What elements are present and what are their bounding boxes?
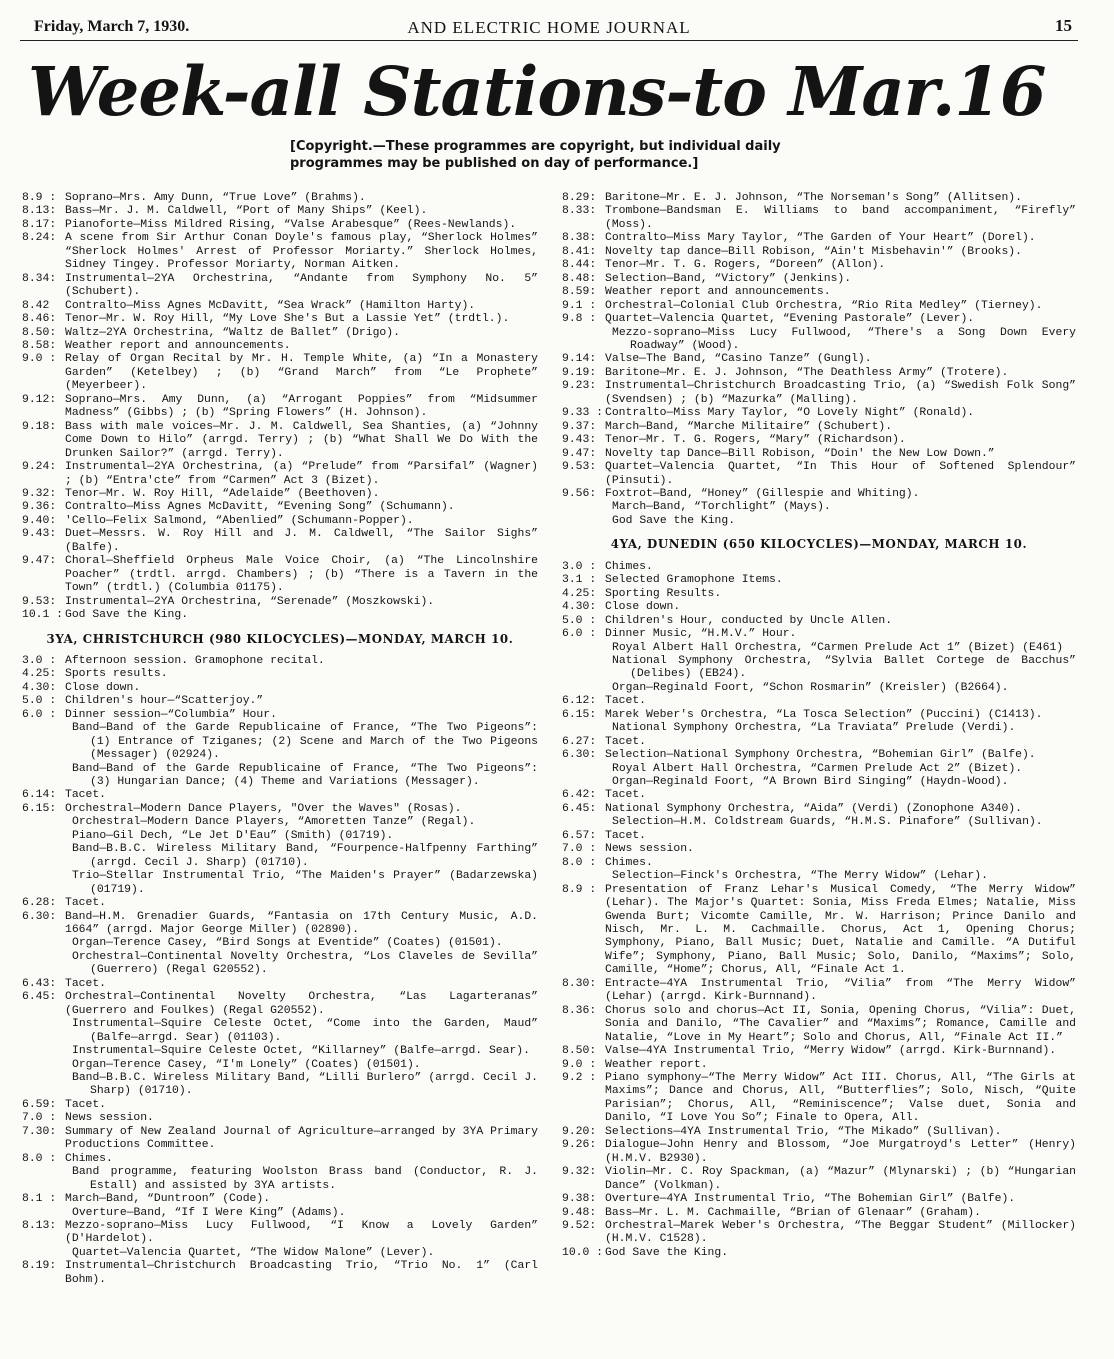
- programme-subentry: Instrumental—Squire Celeste Octet, “Killarney” (Balfe—arrgd. Sear).: [72, 1045, 530, 1058]
- entry-text: Weather report and announcements.: [65, 339, 291, 352]
- entry-time: 9.23:: [562, 380, 597, 393]
- entry-text: Soprano—Mrs. Amy Dunn, (a) “Arrogant Poppies” from “Midsummer Madness” (Gibbs) ; (b) “Spring Flowers” (H. Johnson).: [65, 393, 538, 420]
- entry-time: 6.12:: [562, 695, 597, 708]
- programme-entry: [562, 434, 1076, 447]
- entry-time: 8.30:: [562, 977, 597, 990]
- entry-time: 9.0 :: [22, 353, 57, 366]
- programme-entry: [22, 596, 538, 609]
- entry-time: 6.45:: [22, 991, 57, 1004]
- programme-entry: [562, 1126, 1076, 1139]
- entry-time: 9.53:: [22, 595, 57, 608]
- programme-entry: [22, 515, 538, 528]
- programme-entry: [562, 1139, 1076, 1166]
- programme-subentry: Organ—Terence Casey, “Bird Songs at Eventide” (Coates) (01501).: [72, 937, 503, 950]
- entry-time: 8.1 :: [22, 1193, 57, 1206]
- programme-entry: [562, 246, 1076, 259]
- entry-text: Tacet.: [605, 789, 647, 802]
- entry-time: 4.30:: [22, 681, 57, 694]
- programme-subentry: Band—Band of the Garde Republicaine of France, “The Two Pigeons”: (1) Entrance of Tziganes; (2) Scene and March of the Two Pigeons (Messager) (02924).: [72, 722, 538, 762]
- entry-time: 9.32:: [562, 1166, 597, 1179]
- entry-time: 9.20:: [562, 1125, 597, 1138]
- entry-time: 10.1 :: [22, 609, 64, 622]
- entry-time: 8.46:: [22, 313, 57, 326]
- entry-time: 9.1 :: [562, 299, 597, 312]
- entry-text: News session.: [65, 1112, 154, 1125]
- entry-time: 9.26:: [562, 1139, 597, 1152]
- programme-subentry: Selection—Finck's Orchestra, “The Merry Widow” (Lehar).: [612, 870, 988, 883]
- programme-subentry: Royal Albert Hall Orchestra, “Carmen Prelude Act 2” (Bizet).: [612, 762, 1023, 775]
- programme-entry: [562, 1193, 1076, 1206]
- programme-subentry: Mezzo-soprano—Miss Lucy Fullwood, “There's a Song Down Every Roadway” (Wood).: [612, 326, 1076, 352]
- entry-text: Chorus solo and chorus—Act II, Sonia, Opening Chorus, “Vilia”: Duet, Sonia and Danilo, “The Cavalier” and “Maxims”; Romance, Camille and Natalie, “Love in My Heart”; Solo and Chorus, All, “Finale Act II.”: [605, 1004, 1076, 1044]
- entry-text: Baritone—Mr. E. J. Johnson, “The Deathless Army” (Trotere).: [605, 366, 1009, 379]
- entry-text: Contralto—Miss Mary Taylor, “The Garden of Your Heart” (Dorel).: [605, 232, 1036, 245]
- entry-text: Tacet.: [65, 977, 107, 990]
- programme-subentry: Overture—Band, “If I Were King” (Adams).: [72, 1206, 346, 1219]
- programme-entry: [562, 884, 1076, 978]
- entry-text: Selection—Band, “Victory” (Jenkins).: [605, 272, 852, 285]
- issue-date: Friday, March 7, 1930.: [34, 18, 190, 35]
- journal-title: AND ELECTRIC HOME JOURNAL: [407, 18, 691, 37]
- entry-text: Novelty tap dance—Bill Robison, “Ain't Misbehavin'” (Brooks).: [605, 245, 1022, 258]
- programme-subentry: March—Band, “Torchlight” (Mays).: [612, 501, 831, 514]
- entry-time: 9.36:: [22, 501, 57, 514]
- entry-text: Instrumental—2YA Orchestrina, “Andante from Symphony No. 5” (Schubert).: [65, 272, 538, 299]
- entry-text: Dialogue—John Henry and Blossom, “Joe Murgatroyd's Letter” (Henry) (H.M.V. B2930).: [605, 1139, 1076, 1165]
- entry-time: 9.52:: [562, 1219, 597, 1232]
- programme-subentry: Instrumental—Squire Celeste Octet, “Come into the Garden, Maud” (Balfe—arrgd. Sear) (01103).: [72, 1018, 538, 1044]
- programme-entry: [562, 1059, 1076, 1072]
- entry-time: 6.27:: [562, 735, 597, 748]
- entry-time: 9.8 :: [562, 313, 597, 326]
- entry-text: Close down.: [605, 601, 681, 614]
- entry-text: Novelty tap Dance—Bill Robison, “Doin' the New Low Down.”: [605, 447, 995, 460]
- entry-time: 9.47:: [22, 555, 57, 568]
- entry-text: Children's hour—“Scatterjoy.”: [65, 695, 264, 708]
- entry-time: 6.45:: [562, 802, 597, 815]
- programme-entry: [22, 1112, 538, 1125]
- programme-entry: [562, 232, 1076, 245]
- programme-entry: [562, 789, 1076, 802]
- programme-entry: [562, 695, 1076, 708]
- entry-text: Marek Weber's Orchestra, “La Tosca Selection” (Puccini) (C1413).: [605, 708, 1043, 721]
- entry-time: 8.13:: [22, 205, 57, 218]
- programme-entry: [562, 843, 1076, 856]
- entry-text: Instrumental—2YA Orchestrina, “Serenade” (Moszkowski).: [65, 595, 435, 608]
- programme-subentry: God Save the King.: [612, 514, 736, 527]
- entry-text: Valse—The Band, “Casino Tanze” (Gungl).: [605, 353, 872, 366]
- programme-entry: [22, 394, 538, 421]
- programme-entry: [22, 695, 538, 708]
- programme-entry: [22, 340, 538, 353]
- programme-entry: [562, 628, 1076, 641]
- entry-time: 8.9 :: [22, 192, 57, 204]
- programme-subentry: Piano—Gil Dech, “Le Jet D'Eau” (Smith) (01719).: [72, 829, 394, 842]
- page-title: Week-all Stations-to Mar.16: [28, 52, 1046, 131]
- programme-entry: [22, 709, 538, 722]
- entry-text: Contralto—Miss Agnes McDavitt, “Sea Wrack” (Hamilton Harty).: [65, 299, 476, 312]
- programme-entry: [22, 313, 538, 326]
- entry-text: Instrumental—2YA Orchestrina, (a) “Prelude” from “Parsifal” (Wagner) ; (b) “Entra'cte” from “Carmen” Act 3 (Bizet).: [65, 461, 538, 487]
- entry-text: Tacet.: [65, 789, 107, 802]
- entry-time: 9.40:: [22, 514, 57, 527]
- entry-time: 9.43:: [22, 528, 57, 541]
- programme-entry: [22, 488, 538, 501]
- entry-time: 6.59:: [22, 1098, 57, 1111]
- entry-time: 7.0 :: [22, 1112, 57, 1125]
- programme-entry: [562, 192, 1076, 205]
- entry-time: 3.0 :: [562, 560, 597, 573]
- programme-entry: [22, 1260, 538, 1287]
- programme-entry: [562, 588, 1076, 601]
- entry-time: 8.50:: [22, 326, 57, 339]
- entry-time: 8.58:: [22, 339, 57, 352]
- entry-text: Instrumental—Christchurch Broadcasting Trio, (a) “Swedish Folk Song” (Svendsen) ; (b) “Mazurka” (Malling).: [605, 380, 1076, 406]
- programme-entry: [22, 609, 538, 622]
- entry-time: 6.15:: [562, 708, 597, 721]
- programme-entry: [22, 300, 538, 313]
- programme-entry: [22, 205, 538, 218]
- page-header: [20, 10, 1078, 41]
- entry-text: Weather report and announcements.: [605, 286, 831, 299]
- entry-time: 9.48:: [562, 1206, 597, 1219]
- programme-entry: [562, 736, 1076, 749]
- entry-time: 9.12:: [22, 393, 57, 406]
- entry-text: Baritone—Mr. E. J. Johnson, “The Norseman's Song” (Allitsen).: [605, 192, 1022, 204]
- programme-entry: [22, 421, 538, 461]
- entry-text: Tenor—Mr. W. Roy Hill, “My Love She's But a Lassie Yet” (trdtl.).: [65, 313, 510, 326]
- entry-text: Afternoon session. Gramophone recital.: [65, 654, 325, 667]
- programme-entry: [22, 353, 538, 393]
- entry-time: 3.0 :: [22, 654, 57, 667]
- programme-entry: [562, 205, 1076, 232]
- entry-text: Relay of Organ Recital by Mr. H. Temple White, (a) “In a Monastery Garden” (Ketelbey) ; (b) “Grand March” from “Le Prophete” (Meyerbeer).: [65, 353, 538, 393]
- programme-entry: [22, 1193, 538, 1206]
- entry-time: 8.34:: [22, 272, 57, 285]
- programme-subentry: Band—B.B.C. Wireless Military Band, “Lilli Burlero” (arrgd. Cecil J. Sharp) (01710).: [72, 1072, 538, 1098]
- entry-text: Chimes.: [65, 1152, 113, 1165]
- programme-entry: [562, 1207, 1076, 1220]
- entry-time: 9.37:: [562, 420, 597, 433]
- entry-text: 'Cello—Felix Salmond, “Abenlied” (Schumann-Popper).: [65, 514, 414, 527]
- entry-text: Valse—4YA Instrumental Trio, “Merry Widow” (arrgd. Kirk-Burnnand).: [605, 1045, 1057, 1058]
- entry-text: Tacet.: [605, 695, 647, 708]
- programme-subentry: Band—B.B.C. Wireless Military Band, “Fourpence-Halfpenny Farthing” (arrgd. Cecil J. Sharp) (01710).: [72, 843, 538, 869]
- programme-entry: [562, 286, 1076, 299]
- entry-time: 9.18:: [22, 420, 57, 433]
- entry-time: 9.56:: [562, 487, 597, 500]
- entry-text: Contralto—Miss Mary Taylor, “O Lovely Night” (Ronald).: [605, 407, 975, 420]
- programme-entry: [562, 1045, 1076, 1058]
- programme-entry: [22, 232, 538, 272]
- entry-time: 9.19:: [562, 366, 597, 379]
- programme-subentry: Band—Band of the Garde Republicaine of France, “The Two Pigeons”: (3) Hungarian Dance; (4) Theme and Variations (Messager).: [72, 762, 538, 789]
- entry-text: Duet—Messrs. W. Roy Hill and J. M. Caldwell, “The Sailor Sighs” (Balfe).: [65, 528, 538, 554]
- entry-time: 8.42: [22, 299, 50, 312]
- entry-text: Band—H.M. Grenadier Guards, “Fantasia on 17th Century Music, A.D. 1664” (arrgd. Major George Miller) (02890).: [65, 910, 538, 937]
- entry-text: Tacet.: [65, 897, 107, 910]
- entry-time: 8.38:: [562, 232, 597, 245]
- entry-text: Selected Gramophone Items.: [605, 574, 783, 587]
- programme-subentry: Trio—Stellar Instrumental Trio, “The Maiden's Prayer” (Badarzewska) (01719).: [72, 870, 538, 896]
- entry-text: Entracte—4YA Instrumental Trio, “Vilia” from “The Merry Widow” (Lehar) (arrgd. Kirk-Burnnand).: [605, 977, 1076, 1004]
- entry-text: Piano symphony—“The Merry Widow” Act III. Chorus, All, “The Girls at Maxims”; Dance and Chorus, All, “Butterflies”; Solo, Nisch, “Quite Parisian”; Chorus, All, “Reminiscence”; Valse duet, Sonia and Danilo, “I Love You So”; Finale to Opera, All.: [605, 1072, 1076, 1125]
- entry-time: 6.42:: [562, 789, 597, 802]
- programme-entry: [562, 574, 1076, 587]
- programme-entry: [562, 830, 1076, 843]
- entry-text: Tenor—Mr. T. G. Rogers, “Doreen” (Allon).: [605, 259, 886, 272]
- programme-entry: [562, 421, 1076, 434]
- programme-entry: [562, 353, 1076, 366]
- programme-entry: [22, 1220, 538, 1247]
- entry-time: 6.0 :: [562, 628, 597, 641]
- entry-time: 7.0 :: [562, 843, 597, 856]
- entry-text: Tacet.: [65, 1098, 107, 1111]
- entry-text: Orchestral—Continental Novelty Orchestra, “Las Lagarteranas” (Guerrero and Foulkes) (Regal G20552).: [65, 991, 538, 1017]
- entry-time: 6.43:: [22, 977, 57, 990]
- programme-subentry: Selection—H.M. Coldstream Guards, “H.M.S. Pinafore” (Sullivan).: [612, 816, 1043, 829]
- programme-entry: [562, 857, 1076, 870]
- entry-text: Children's Hour, conducted by Uncle Allen.: [605, 614, 893, 627]
- programme-entry: [22, 978, 538, 991]
- entry-text: Pianoforte—Miss Mildred Rising, “Valse Arabesque” (Rees-Newlands).: [65, 218, 517, 231]
- programme-entry: [562, 709, 1076, 722]
- entry-text: Overture—4YA Instrumental Trio, “The Bohemian Girl” (Balfe).: [605, 1193, 1016, 1206]
- entry-text: Dinner Music, “H.M.V.” Hour.: [605, 628, 797, 641]
- entry-time: 6.30:: [562, 749, 597, 762]
- entry-time: 6.30:: [22, 910, 57, 923]
- programme-entry: [562, 978, 1076, 1005]
- programme-subentry: Organ—Terence Casey, “I'm Lonely” (Coates) (01501).: [72, 1058, 421, 1071]
- entry-time: 9.2 :: [562, 1072, 597, 1084]
- entry-text: Tenor—Mr. W. Roy Hill, “Adelaide” (Beethoven).: [65, 487, 380, 500]
- entry-text: Waltz—2YA Orchestrina, “Waltz de Ballet” (Drigo).: [65, 326, 400, 339]
- entry-time: 6.57:: [562, 829, 597, 842]
- entry-text: Dinner session—“Columbia” Hour.: [65, 708, 277, 721]
- entry-time: 9.53:: [562, 461, 597, 474]
- entry-time: 8.59:: [562, 286, 597, 299]
- programme-entry: [562, 300, 1076, 313]
- entry-text: Trombone—Bandsman E. Williams to band accompaniment, “Firefly” (Moss).: [605, 205, 1076, 231]
- entry-time: 9.33 :: [562, 407, 604, 420]
- entry-time: 3.1 :: [562, 574, 597, 587]
- entry-text: Mezzo-soprano—Miss Lucy Fullwood, “I Know a Lovely Garden” (D'Hardelot).: [65, 1219, 538, 1246]
- programme-entry: [562, 1005, 1076, 1045]
- programme-entry: [22, 911, 538, 938]
- entry-text: Sporting Results.: [605, 587, 722, 600]
- programme-subentry: Organ—Reginald Foort, “Schon Rosmarin” (Kreisler) (B2664).: [612, 681, 1009, 694]
- entry-text: Tacet.: [605, 829, 647, 842]
- programme-entry: [562, 1166, 1076, 1193]
- copyright-notice: [Copyright.—These programmes are copyright, but individual daily programmes may be published on day of performance.]: [290, 139, 781, 171]
- entry-time: 8.17:: [22, 218, 57, 231]
- entry-text: Quartet—Valencia Quartet, “Evening Pastorale” (Lever).: [605, 313, 975, 326]
- entry-time: 8.9 :: [562, 883, 597, 896]
- entry-text: Tacet.: [605, 735, 647, 748]
- entry-time: 4.25:: [22, 668, 57, 681]
- entry-text: God Save the King.: [605, 1246, 729, 1259]
- programme-subentry: National Symphony Orchestra, “La Traviata” Prelude (Verdi).: [612, 722, 1016, 735]
- programme-entry: [562, 448, 1076, 461]
- programme-entry: [562, 803, 1076, 816]
- entry-time: 9.47:: [562, 447, 597, 460]
- programme-entry: [562, 259, 1076, 272]
- entry-text: Sports results.: [65, 668, 168, 681]
- section-heading-4ya: 4YA, DUNEDIN (650 KILOCYCLES)—MONDAY, MARCH 10.: [610, 537, 1028, 552]
- programme-subentry: Orchestral—Continental Novelty Orchestra, “Los Claveles de Sevilla” (Guerrero) (Regal G20552).: [72, 950, 538, 977]
- programme-entry: [22, 682, 538, 695]
- programme-entry: [22, 192, 538, 205]
- right-column: [562, 192, 1076, 1260]
- entry-time: 8.0 :: [562, 856, 597, 869]
- entry-time: 9.0 :: [562, 1058, 597, 1071]
- entry-time: 8.41:: [562, 245, 597, 258]
- programme-subentry: Organ—Reginald Foort, “A Brown Bird Singing” (Haydn-Wood).: [612, 776, 1009, 789]
- programme-subentry: Royal Albert Hall Orchestra, “Carmen Prelude Act 1” (Bizet) (E461): [612, 641, 1064, 654]
- entry-text: Orchestral—Colonial Club Orchestra, “Rio Rita Medley” (Tierney).: [605, 299, 1043, 312]
- entry-text: News session.: [605, 843, 694, 856]
- entry-time: 5.0 :: [22, 695, 57, 708]
- entry-text: Orchestral—Modern Dance Players, "Over the Waves" (Rosas).: [65, 802, 462, 815]
- programme-entry: [22, 803, 538, 816]
- programme-entry: [562, 1072, 1076, 1126]
- entry-text: Bass—Mr. J. M. Caldwell, “Port of Many Ships” (Keel).: [65, 205, 428, 218]
- programme-subentry: Band programme, featuring Woolston Brass band (Conductor, R. J. Estall) and assisted by 3YA artists.: [72, 1166, 538, 1192]
- programme-entry: [562, 615, 1076, 628]
- entry-time: 9.38:: [562, 1193, 597, 1206]
- programme-entry: [562, 367, 1076, 380]
- programme-entry: [562, 313, 1076, 326]
- entry-time: 8.50:: [562, 1045, 597, 1058]
- programme-entry: [22, 219, 538, 232]
- programme-entry: [562, 273, 1076, 286]
- programme-entry: [22, 668, 538, 681]
- entry-text: Bass with male voices—Mr. J. M. Caldwell, Sea Shanties, (a) “Johnny Come Down to Hilo” (arrgd. Terry) ; (b) “What Shall We Do With the Drunken Sailor?” (arrgd. Terry).: [65, 420, 538, 460]
- entry-time: 8.29:: [562, 192, 597, 204]
- entry-text: Chimes.: [605, 856, 653, 869]
- entry-text: March—Band, “Marche Militaire” (Schubert).: [605, 420, 893, 433]
- entry-text: Violin—Mr. C. Roy Spackman, (a) “Mazur” (Mlynarski) ; (b) “Hungarian Dance” (Volkman).: [605, 1166, 1076, 1192]
- programme-entry: [562, 601, 1076, 614]
- left-column: [22, 192, 538, 1287]
- programme-entry: [562, 407, 1076, 420]
- entry-time: 8.48:: [562, 272, 597, 285]
- entry-time: 9.24:: [22, 461, 57, 474]
- entry-time: 8.13:: [22, 1219, 57, 1232]
- entry-text: Chimes.: [605, 560, 653, 573]
- entry-time: 9.14:: [562, 353, 597, 366]
- programme-entry: [22, 1099, 538, 1112]
- entry-text: Instrumental—Christchurch Broadcasting Trio, “Trio No. 1” (Carl Bohm).: [65, 1260, 538, 1286]
- entry-time: 8.24:: [22, 232, 57, 245]
- entry-text: Choral—Sheffield Orpheus Male Voice Choir, (a) “The Lincolnshire Poacher” (trdtl. arrgd. Chambers) ; (b) “There is a Tavern in the Town” (trdtl.) (Columbia 01175).: [65, 555, 538, 595]
- entry-time: 7.30:: [22, 1125, 57, 1138]
- entry-time: 6.28:: [22, 897, 57, 910]
- entry-text: Close down.: [65, 681, 141, 694]
- entry-time: 5.0 :: [562, 614, 597, 627]
- programme-entry: [22, 991, 538, 1018]
- section-heading-3ya: 3YA, CHRISTCHURCH (980 KILOCYCLES)—MONDAY, MARCH 10.: [46, 631, 514, 646]
- entry-time: 8.19:: [22, 1260, 57, 1273]
- programme-entry: [22, 1153, 538, 1166]
- entry-text: Summary of New Zealand Journal of Agriculture—arranged by 3YA Primary Productions Committee.: [65, 1125, 538, 1152]
- programme-entry: [22, 897, 538, 910]
- entry-time: 4.30:: [562, 601, 597, 614]
- page-number: 15: [1055, 16, 1072, 35]
- programme-entry: [562, 488, 1076, 501]
- entry-text: Quartet—Valencia Quartet, “In This Hour of Softened Splendour” (Pinsuti).: [605, 461, 1076, 487]
- entry-time: 10.0 :: [562, 1246, 604, 1259]
- programme-entry: [562, 461, 1076, 488]
- entry-text: Contralto—Miss Agnes McDavitt, “Evening Song” (Schumann).: [65, 501, 455, 514]
- entry-text: Bass—Mr. L. M. Cachmaille, “Brian of Glenaar” (Graham).: [605, 1206, 981, 1219]
- programme-entry: [22, 461, 538, 488]
- entry-time: 4.25:: [562, 587, 597, 600]
- entry-time: 8.44:: [562, 259, 597, 272]
- entry-text: Presentation of Franz Lehar's Musical Comedy, “The Merry Widow” (Lehar). The Major's Quartet: Sonia, Miss Freda Elmes; Natalie, Miss Gwenda Burt; Vicomte Camille, Mr. W. Harrison; Prince Danilo and Nisch, Mr. L. M. Cachmaille. Chorus, Act 1, Opening Chorus; Symphony, Piano, Ball Music; Duet, Natalie and Camille. “A Dutiful Wife”; Symphony, Piano, Ball Music; Solo, Danilo, “Maxims”; Solo, Camille, “Home”; Chorus, All, “Finale Act 1.: [605, 883, 1076, 977]
- programme-entry: [22, 1126, 538, 1153]
- programme-entry: [22, 528, 538, 555]
- programme-subentry: National Symphony Orchestra, “Sylvia Ballet Cortege de Bacchus” (Delibes) (EB24).: [612, 654, 1076, 681]
- entry-time: 9.32:: [22, 487, 57, 500]
- programme-entry: [22, 273, 538, 300]
- entry-time: 6.0 :: [22, 708, 57, 721]
- programme-entry: [562, 749, 1076, 762]
- programme-entry: [22, 501, 538, 514]
- entry-text: God Save the King.: [65, 609, 189, 622]
- entry-time: 6.15:: [22, 802, 57, 815]
- programme-subentry: Orchestral—Modern Dance Players, “Amoretten Tanze” (Regal).: [72, 816, 476, 829]
- entry-text: A scene from Sir Arthur Conan Doyle's famous play, “Sherlock Holmes” “Sherlock Holmes' Arrest of Professor Moriarty.” Sherlock Holmes, Sidney Tingey. Professor Moriarty, Norman Aitken.: [65, 232, 538, 272]
- entry-text: Selections—4YA Instrumental Trio, “The Mikado” (Sullivan).: [605, 1125, 1002, 1138]
- programme-entry: [22, 555, 538, 595]
- programme-entry: [562, 1247, 1076, 1260]
- entry-text: Soprano—Mrs. Amy Dunn, “True Love” (Brahms).: [65, 192, 366, 204]
- entry-text: Selection—National Symphony Orchestra, “Bohemian Girl” (Balfe).: [605, 749, 1036, 762]
- entry-text: Tenor—Mr. T. G. Rogers, “Mary” (Richardson).: [605, 434, 906, 447]
- entry-time: 8.36:: [562, 1004, 597, 1017]
- entry-time: 8.0 :: [22, 1152, 57, 1165]
- entry-text: Orchestral—Marek Weber's Orchestra, “The Beggar Student” (Millocker) (H.M.V. C1528).: [605, 1219, 1076, 1246]
- programme-entry: [22, 327, 538, 340]
- entry-text: National Symphony Orchestra, “Aida” (Verdi) (Zonophone A340).: [605, 802, 1022, 815]
- programme-subentry: Quartet—Valencia Quartet, “The Widow Malone” (Lever).: [72, 1246, 435, 1259]
- programme-entry: [22, 655, 538, 668]
- programme-entry: [562, 380, 1076, 407]
- programme-entry: [562, 1220, 1076, 1247]
- entry-text: March—Band, “Duntroon” (Code).: [65, 1193, 271, 1206]
- entry-time: 8.33:: [562, 205, 597, 218]
- entry-text: Foxtrot—Band, “Honey” (Gillespie and Whiting).: [605, 487, 920, 500]
- entry-text: Weather report.: [605, 1058, 708, 1071]
- programme-entry: [562, 561, 1076, 574]
- entry-time: 9.43:: [562, 434, 597, 447]
- entry-time: 6.14:: [22, 789, 57, 802]
- programme-entry: [22, 789, 538, 802]
